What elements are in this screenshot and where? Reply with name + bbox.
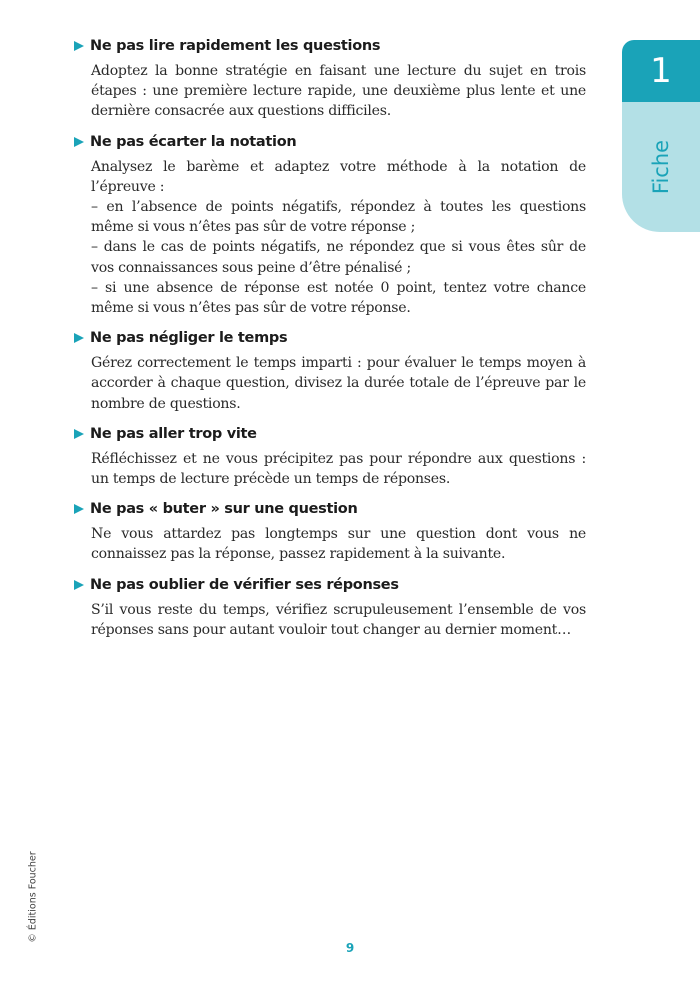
- paragraph: Gérez correctement le temps imparti : pour évaluer le temps moyen à accorder à chaque question, divisez la durée totale de l’épreuve par le nombre de questions.: [91, 355, 586, 412]
- paragraph: Réfléchissez et ne vous précipitez pas pour répondre aux questions : un temps de lecture précède un temps de réponses.: [91, 450, 586, 488]
- page-number: 9: [345, 941, 355, 955]
- triangle-bullet-icon: [74, 137, 84, 147]
- triangle-bullet-icon: [74, 333, 84, 343]
- triangle-bullet-icon: [74, 41, 84, 51]
- section: [74, 423, 586, 489]
- section-heading: [74, 498, 586, 520]
- list-item: – si une absence de réponse est notée 0 point, tentez votre chance même si vous n’êtes pas sûr de votre réponse.: [91, 279, 586, 317]
- triangle-bullet-icon: [74, 429, 84, 439]
- chapter-number-tab: [622, 40, 700, 102]
- chapter-number: 1: [650, 51, 672, 91]
- paragraph: Ne vous attardez pas longtemps sur une question dont vous ne connaissez pas la réponse, passez rapidement à la suivante.: [91, 526, 586, 563]
- section: [74, 498, 586, 564]
- section-heading: [74, 574, 586, 596]
- section-heading: [74, 35, 586, 57]
- list-item: – dans le cas de points négatifs, ne répondez que si vous êtes sûr de vos connaissances sous peine d’être pénalisé ;: [91, 239, 586, 276]
- paragraph: Adoptez la bonne stratégie en faisant une lecture du sujet en trois étapes : une première lecture rapide, une deuxième plus lente et une dernière consacrée aux questions difficiles.: [91, 63, 586, 120]
- section-body: [91, 157, 586, 319]
- triangle-bullet-icon: [74, 580, 84, 590]
- triangle-bullet-icon: [74, 504, 84, 514]
- section-body: [91, 600, 586, 640]
- section-heading: [74, 423, 586, 445]
- main-content: [74, 35, 586, 649]
- chapter-label: Fiche: [649, 139, 673, 195]
- section: [74, 327, 586, 414]
- section-title: Ne pas lire rapidement les questions: [90, 38, 381, 54]
- section-body: [91, 61, 586, 122]
- section-body: [91, 449, 586, 489]
- section-title: Ne pas oublier de vérifier ses réponses: [90, 576, 399, 593]
- list-item: – en l’absence de points négatifs, répondez à toutes les questions même si vous n’êtes pas sûr de votre réponse ;: [91, 199, 586, 236]
- section-body: [91, 353, 586, 414]
- copyright-notice: © Éditions Foucher: [27, 851, 39, 943]
- chapter-label-tab: [622, 102, 700, 232]
- paragraph: Analysez le barème et adaptez votre méthode à la notation de l’épreuve :: [91, 158, 586, 195]
- section-title: Ne pas écarter la notation: [90, 133, 297, 150]
- section-heading: [74, 327, 586, 349]
- section-title: Ne pas « buter » sur une question: [90, 501, 358, 518]
- section-title: Ne pas négliger le temps: [90, 330, 288, 347]
- section-title: Ne pas aller trop vite: [90, 425, 257, 442]
- section: [74, 131, 586, 319]
- section-body: [91, 524, 586, 564]
- paragraph: S’il vous reste du temps, vérifiez scrupuleusement l’ensemble de vos réponses sans pour autant vouloir tout changer au dernier moment…: [91, 601, 586, 638]
- section: [74, 574, 586, 640]
- section-heading: [74, 131, 586, 153]
- section: [74, 35, 586, 122]
